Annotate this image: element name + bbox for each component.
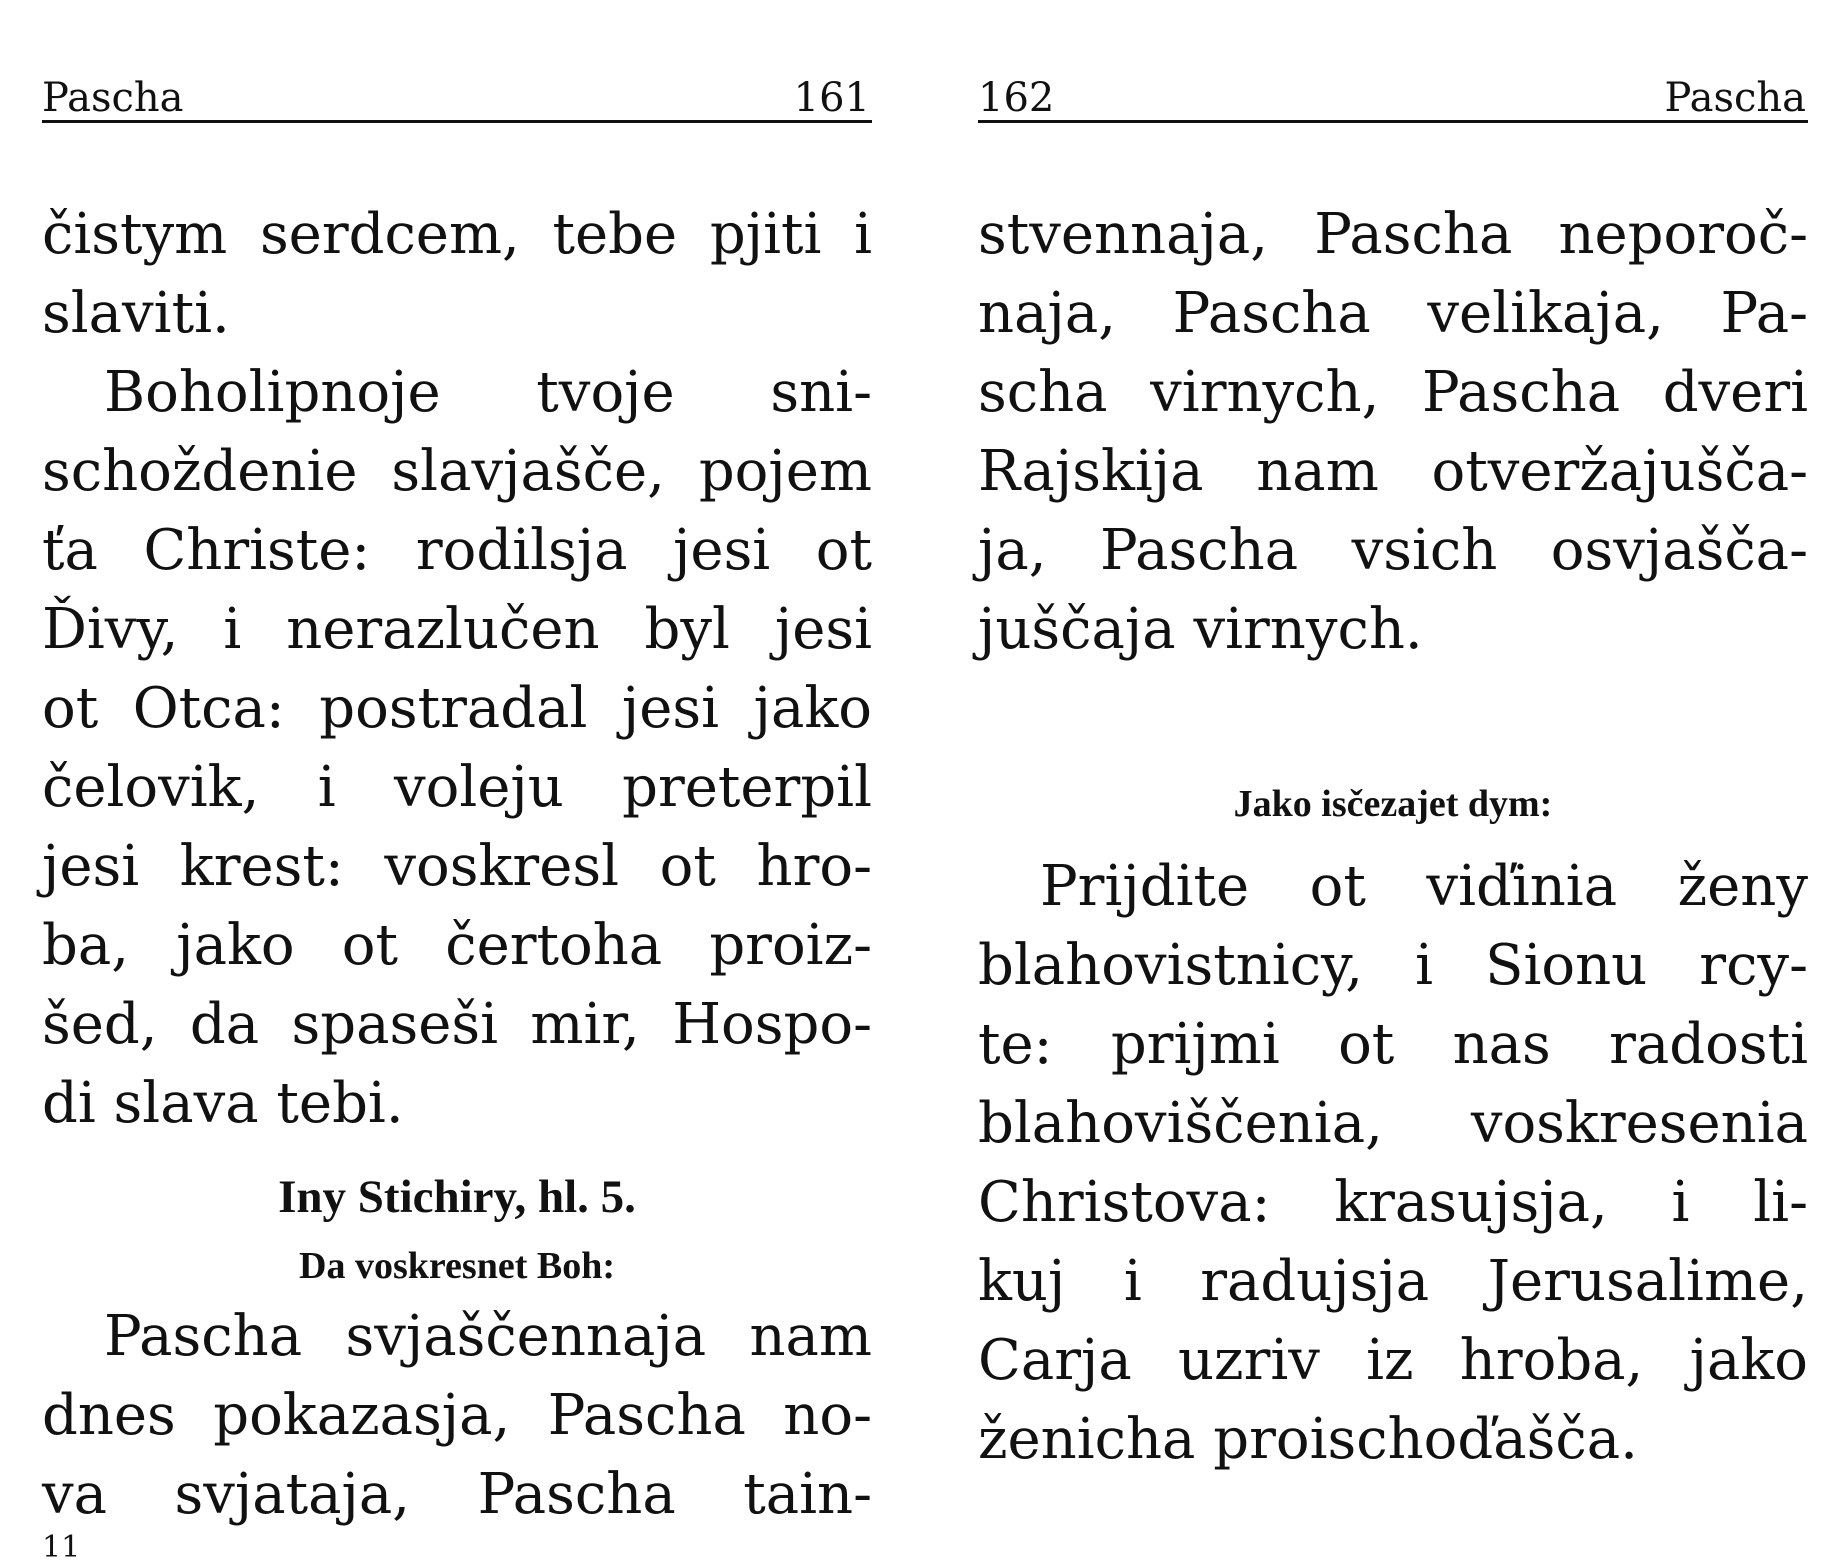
text-line: ba, jako ot čertoha proiz- [42, 913, 872, 978]
left-page-number: 161 [793, 75, 870, 121]
text-line: ot Otca: postradal jesi jako [42, 676, 872, 741]
text-line: čelovik, i voleju preterpil [42, 755, 872, 820]
text-line: Carja uzriv iz hroba, jako [978, 1328, 1808, 1393]
text-line: ja, Pascha vsich osvjašča- [978, 518, 1808, 583]
text-line: Christova: krasujsja, i li- [978, 1170, 1808, 1235]
text-line: slaviti. [42, 281, 230, 346]
right-running-title: Pascha [1664, 75, 1806, 121]
section-subheading: Jako isčezajet dym: [1233, 783, 1553, 825]
text-line: jesi krest: voskresl ot hro- [42, 834, 872, 899]
text-line: Pascha svjaščennaja nam [104, 1304, 872, 1369]
text-line: va svjataja, Pascha tain- [42, 1462, 872, 1527]
left-page [42, 62, 872, 1565]
section-heading: Iny Stichiry, hl. 5. [278, 1171, 636, 1223]
text-line: scha virnych, Pascha dveri [978, 360, 1808, 425]
text-line: ženicha proischoďašča. [978, 1407, 1638, 1472]
right-body-text [978, 195, 1808, 1479]
signature-mark: 11 [42, 1530, 81, 1565]
right-running-head [978, 62, 1808, 123]
text-line: di slava tebi. [42, 1071, 404, 1136]
left-running-title: Pascha [42, 75, 184, 121]
text-line: čistym serdcem, tebe pjiti i [42, 202, 872, 267]
text-line: te: prijmi ot nas radosti [978, 1012, 1808, 1077]
text-line: Ďivy, i nerazlučen byl jesi [42, 597, 872, 662]
text-line: juščaja virnych. [978, 597, 1423, 662]
right-page [978, 62, 1808, 1482]
text-line: Boholipnoje tvoje sni- [104, 360, 872, 425]
left-running-head [42, 62, 872, 123]
text-line: šed, da spaseši mir, Hospo- [42, 992, 872, 1057]
text-line: stvennaja, Pascha neporoč- [978, 202, 1808, 267]
text-line: schoždenie slavjašče, pojem [42, 439, 872, 504]
text-line: blahovistnicy, i Sionu rcy- [978, 933, 1808, 998]
left-body-text [42, 195, 872, 1566]
text-line: ťa Christe: rodilsja jesi ot [42, 518, 872, 583]
text-line: dnes pokazasja, Pascha no- [42, 1383, 872, 1448]
text-line: kuj i radujsja Jerusalime, [978, 1249, 1808, 1314]
text-line: Rajskija nam otveržajušča- [978, 439, 1808, 504]
section-subheading: Da voskresnet Boh: [299, 1245, 615, 1287]
right-page-number: 162 [978, 75, 1055, 121]
text-line: blahoviščenia, voskresenia [978, 1091, 1808, 1156]
text-line: Prijdite ot viďinia ženy [1040, 854, 1808, 919]
text-line: naja, Pascha velikaja, Pa- [978, 281, 1808, 346]
